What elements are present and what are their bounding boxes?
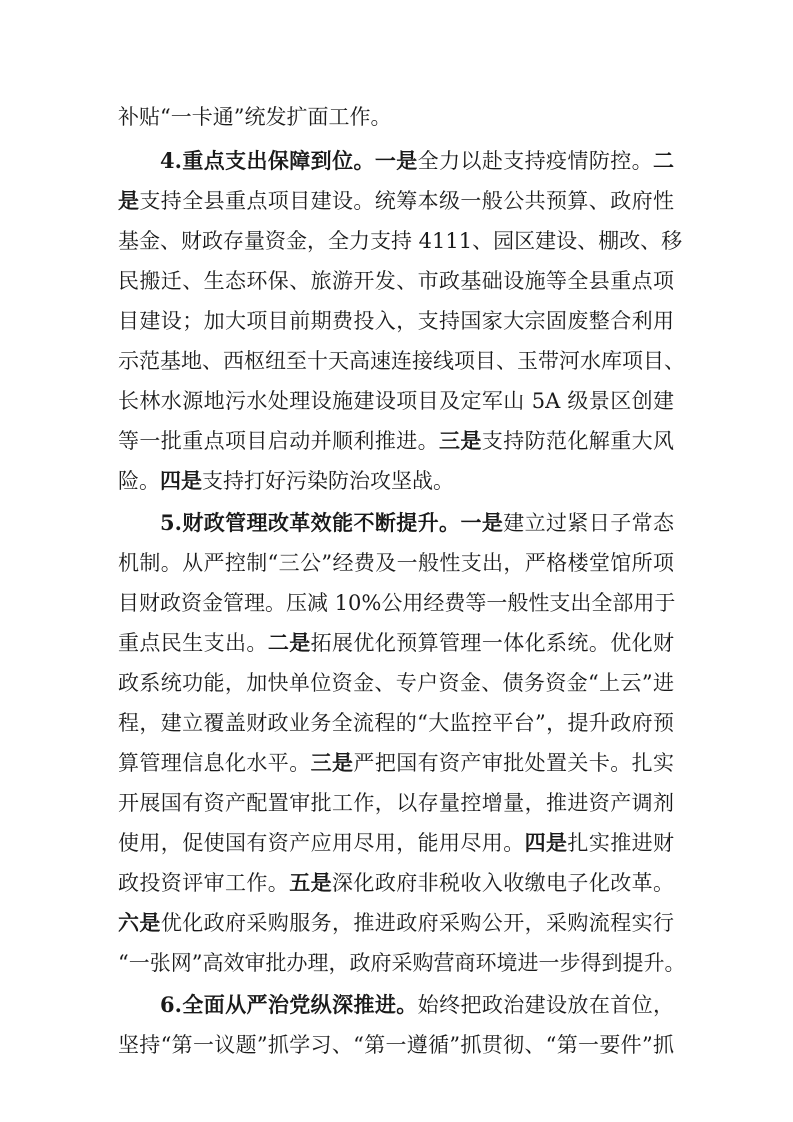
bold-run: 4.重点支出保障到位。: [160, 148, 375, 173]
text-run: 长林水源地污水处理设施建设项目及定军山 5A 级景区创建: [118, 389, 674, 413]
text-line: [118, 624, 674, 662]
text-line: [118, 824, 674, 862]
text-line: [118, 904, 674, 942]
text-run: 开展国有资产配置审批工作，以存量控增量，推进资产调剂: [118, 791, 674, 815]
text-run: 民搬迁、生态环保、旅游开发、市政基础设施等全县重点项: [118, 269, 674, 293]
bold-run: 四是: [524, 830, 568, 855]
bold-run: 6.全面从严治党纵深推进。: [160, 992, 418, 1017]
text-run: 程，建立覆盖财政业务全流程的“大监控平台”，提升政府预: [118, 711, 674, 735]
text-run: 建立过紧日子常态: [503, 511, 675, 535]
text-line: [160, 986, 674, 1024]
text-line: [118, 864, 674, 902]
text-run: 政系统功能，加快单位资金、专户资金、债务资金“上云”进: [118, 671, 674, 695]
bold-run: 二: [653, 148, 675, 173]
bold-run: 一是: [374, 148, 418, 173]
text-run: 使用，促使国有资产应用尽用，能用尽用。: [118, 831, 525, 855]
text-run: “一张网”高效审批办理，政府采购营商环境进一步得到提升。: [118, 951, 686, 975]
text-run: 重点民生支出。: [118, 631, 268, 655]
text-run: 支持防范化解重大风: [481, 429, 675, 453]
text-run: 扎实推进财: [567, 831, 675, 855]
bold-run: 三是: [439, 428, 482, 453]
text-run: 严把国有资产审批处置关卡。扎实: [353, 751, 675, 775]
text-line: [118, 462, 674, 500]
text-run: 政投资评审工作。: [118, 871, 290, 895]
text-line: [118, 182, 674, 220]
text-run: 支持打好污染防治攻坚战。: [202, 469, 454, 493]
text-line: [118, 98, 674, 136]
text-run: 机制。从严控制“三公”经费及一般性支出，严格楼堂馆所项: [118, 551, 674, 575]
bold-run: 5.财政管理改革效能不断提升。: [160, 510, 461, 535]
text-line: [118, 584, 674, 622]
text-run: 坚持“第一议题”抓学习、“第一遵循”抓贯彻、“第一要件”抓: [118, 1033, 674, 1057]
text-line: [160, 142, 674, 180]
text-line: [118, 222, 683, 260]
text-run: 拓展优化预算管理一体化系统。优化财: [310, 631, 675, 655]
text-run: 示范基地、西枢纽至十天高速连接线项目、玉带河水库项目、: [118, 349, 685, 373]
text-run: 等一批重点项目启动并顺利推进。: [118, 429, 439, 453]
text-line: [118, 544, 674, 582]
text-run: 补贴“一卡通”统发扩面工作。: [118, 105, 392, 129]
text-run: 基金、财政存量资金，全力支持 4111、园区建设、棚改、移: [118, 229, 683, 253]
text-run: 深化政府非税收入收缴电子化改革。: [332, 871, 675, 895]
text-run: 支持全县重点项目建设。统筹本级一般公共预算、政府性: [139, 189, 675, 213]
text-run: 全力以赴支持疫情防控。: [417, 149, 654, 173]
text-line: [118, 262, 674, 300]
bold-run: 四是: [160, 468, 202, 493]
text-run: 目建设；加大项目前期费投入，支持国家大宗固废整合利用: [118, 309, 674, 333]
text-line: [118, 382, 674, 420]
text-line: [118, 302, 674, 340]
bold-run: 五是: [289, 870, 333, 895]
text-line: [118, 422, 674, 460]
text-run: 始终把政治建设放在首位，: [417, 993, 675, 1017]
bold-run: 二是: [267, 630, 311, 655]
text-line: [118, 1026, 674, 1064]
text-line: [118, 784, 674, 822]
bold-run: 是: [118, 188, 140, 213]
text-run: 优化政府采购服务，推进政府采购公开，采购流程实行: [160, 911, 675, 935]
text-line: [118, 342, 685, 380]
text-line: [118, 744, 674, 782]
bold-run: 三是: [310, 750, 354, 775]
bold-run: 六是: [118, 910, 161, 935]
text-line: [118, 664, 674, 702]
bold-run: 一是: [460, 510, 504, 535]
text-line: [118, 704, 674, 742]
text-run: 险。: [118, 469, 160, 493]
text-line: [160, 504, 674, 542]
text-line: [118, 944, 686, 982]
text-run: 算管理信息化水平。: [118, 751, 311, 775]
text-run: 目财政资金管理。压减 10%公用经费等一般性支出全部用于: [118, 591, 676, 615]
